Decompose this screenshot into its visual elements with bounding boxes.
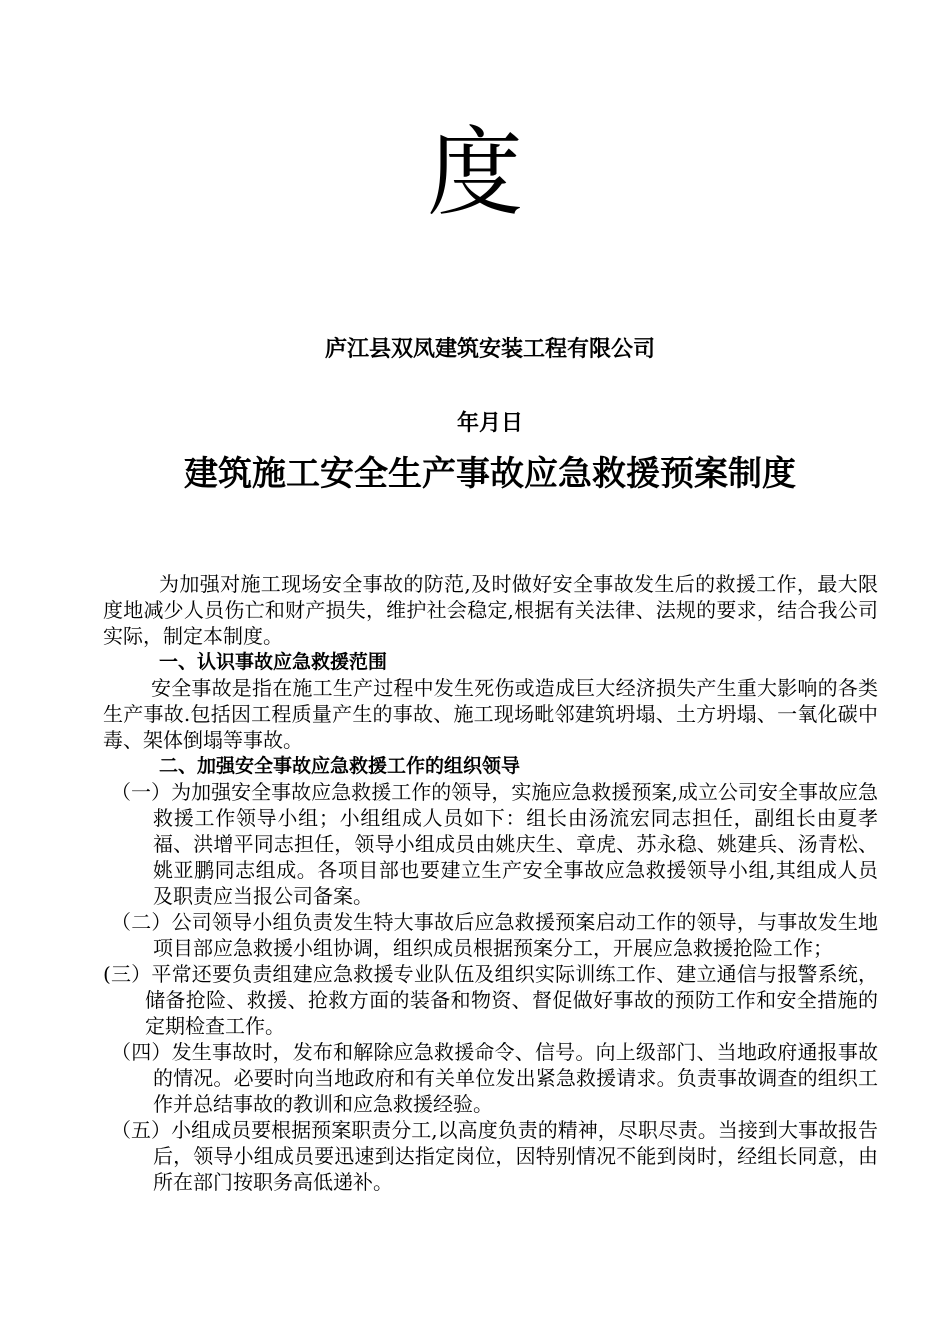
item-number: (三） (103, 962, 152, 986)
list-item (111, 909, 878, 961)
section-paragraph: 安全事故是指在施工生产过程中发生死伤或造成巨大经济损失产生重大影响的各类生产事故.包括因工程质量产生的事故、施工现场毗邻建筑坍塌、土方坍塌、一氧化碳中毒、架体倒塌等事故。 (103, 676, 878, 752)
item-number: （二） (111, 910, 172, 934)
item-text: 发生事故时，发布和解除应急救援命令、信号。向上级部门、当地政府通报事故的情况。必要时向当地政府和有关单位发出紧急救援请求。负责事故调查的组织工作并总结事故的教训和应急救援经验。 (153, 1040, 879, 1116)
document-date: 年月日 (456, 411, 523, 436)
list-item (111, 779, 878, 909)
item-number: （五） (111, 1118, 172, 1142)
intro-paragraph: 为加强对施工现场安全事故的防范,及时做好安全事故发生后的救援工作，最大限度地减少人员伤亡和财产损失，维护社会稳定,根据有关法律、法规的要求，结合我公司实际，制定本制度。 (103, 572, 878, 648)
item-text: 平常还要负责组建应急救援专业队伍及组织实际训练工作、建立通信与报警系统，储备抢险、救援、抢救方面的装备和物资、督促做好事故的预防工作和安全措施的定期检查工作。 (145, 962, 878, 1038)
document-title: 建筑施工安全生产事故应急救援预案制度 (184, 454, 796, 494)
section-heading: 二、加强安全事故应急救援工作的组织领导 (159, 755, 521, 777)
item-number: （四） (111, 1040, 172, 1064)
document-body (103, 571, 878, 1195)
list-item (103, 961, 878, 1039)
company-name: 庐江县双凤建筑安装工程有限公司 (324, 337, 655, 362)
cover-title-fragment: 度 (427, 117, 523, 229)
list-item (111, 1039, 878, 1117)
list-item (111, 1117, 878, 1195)
item-text: 公司领导小组负责发生特大事故后应急救援预案启动工作的领导，与事故发生地项目部应急救援小组协调，组织成员根据预案分工，开展应急救援抢险工作； (153, 910, 879, 960)
section-heading: 一、认识事故应急救援范围 (159, 651, 388, 673)
item-number: （一） (111, 780, 172, 804)
item-text: 为加强安全事故应急救援工作的领导，实施应急救援预案,成立公司安全事故应急救援工作领导小组；小组组成人员如下：组长由汤流宏同志担任，副组长由夏孝福、洪增平同志担任，领导小组成员由姚庆生、章虎、苏永稳、姚建兵、汤青松、姚亚鹏同志组成。各项目部也要建立生产安全事故应急救援领导小组,其组成人员及职责应当报公司备案。 (153, 780, 879, 908)
item-text: 小组成员要根据预案职责分工,以高度负责的精神，尽职尽责。当接到大事故报告后，领导小组成员要迅速到达指定岗位，因特别情况不能到岗时，经组长同意，由所在部门按职务高低递补。 (153, 1118, 879, 1194)
